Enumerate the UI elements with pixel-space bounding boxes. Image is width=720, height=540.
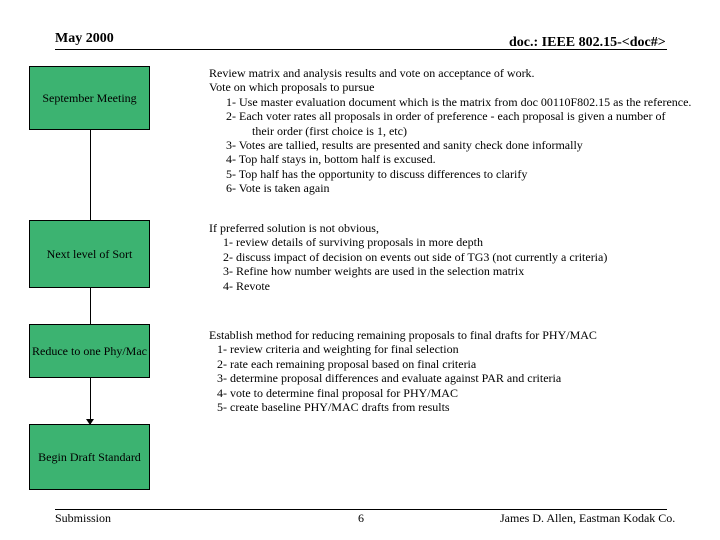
section-line: 1- Use master evaluation document which is the matrix from doc 00110F802.15 as the reference. xyxy=(226,94,692,109)
section-line: Review matrix and analysis results and vote on acceptance of work. xyxy=(209,66,535,80)
header-doc-id: doc.: IEEE 802.15-<doc#> xyxy=(509,35,666,50)
flow-box-reduce-to-one xyxy=(29,324,150,378)
flow-box-begin-draft-standard xyxy=(29,424,150,490)
section-line: 5- Top half has the opportunity to discuss differences to clarify xyxy=(226,166,528,181)
section-next-level xyxy=(209,221,607,293)
section-line: 3- determine proposal differences and evaluate against PAR and criteria xyxy=(217,371,562,386)
flow-box-label: Reduce to one Phy/Mac xyxy=(32,344,147,358)
section-line: 1- review criteria and weighting for final selection xyxy=(217,342,459,357)
section-line: 4- Top half stays in, bottom half is excused. xyxy=(226,152,436,167)
footer-submission: Submission xyxy=(55,511,112,525)
flow-box-label: Next level of Sort xyxy=(46,247,133,261)
section-line: 5- create baseline PHY/MAC drafts from results xyxy=(217,400,450,415)
section-line: 3- Votes are tallied, results are presented and sanity check done informally xyxy=(226,138,583,153)
section-reduce xyxy=(209,328,597,414)
section-line: 4- vote to determine final proposal for PHY/MAC xyxy=(217,385,458,400)
section-line: Establish method for reducing remaining proposals to final drafts for PHY/MAC xyxy=(209,328,597,342)
section-line: 4- Revote xyxy=(223,278,270,293)
connector-2-3 xyxy=(90,288,91,324)
section-line: If preferred solution is not obvious, xyxy=(209,221,379,235)
header-date: May 2000 xyxy=(55,31,114,46)
section-line: their order (first choice is 1, etc) xyxy=(252,123,407,138)
footer-page-number: 6 xyxy=(358,511,364,525)
flow-box-label: Begin Draft Standard xyxy=(38,450,141,464)
section-line: 2- rate each remaining proposal based on final criteria xyxy=(217,356,477,371)
flow-box-september-meeting xyxy=(29,66,150,130)
connector-1-2 xyxy=(90,130,91,220)
section-line: Vote on which proposals to pursue xyxy=(209,80,375,95)
section-line: 6- Vote is taken again xyxy=(226,181,330,196)
section-line: 3- Refine how number weights are used in the selection matrix xyxy=(223,264,525,279)
footer-author: James D. Allen, Eastman Kodak Co. xyxy=(500,511,676,525)
flow-box-next-level-of-sort xyxy=(29,220,150,288)
section-line: 1- review details of surviving proposals in more depth xyxy=(223,235,483,250)
connector-3-4 xyxy=(90,378,91,424)
section-line: 2- discuss impact of decision on events out side of TG3 (not currently a criteria) xyxy=(223,249,608,264)
flow-box-label: September Meeting xyxy=(42,91,137,105)
section-september xyxy=(209,66,691,196)
header-rule xyxy=(55,49,667,50)
section-line: 2- Each voter rates all proposals in order of preference - each proposal is given a number of xyxy=(226,109,666,124)
footer-rule xyxy=(55,509,667,510)
